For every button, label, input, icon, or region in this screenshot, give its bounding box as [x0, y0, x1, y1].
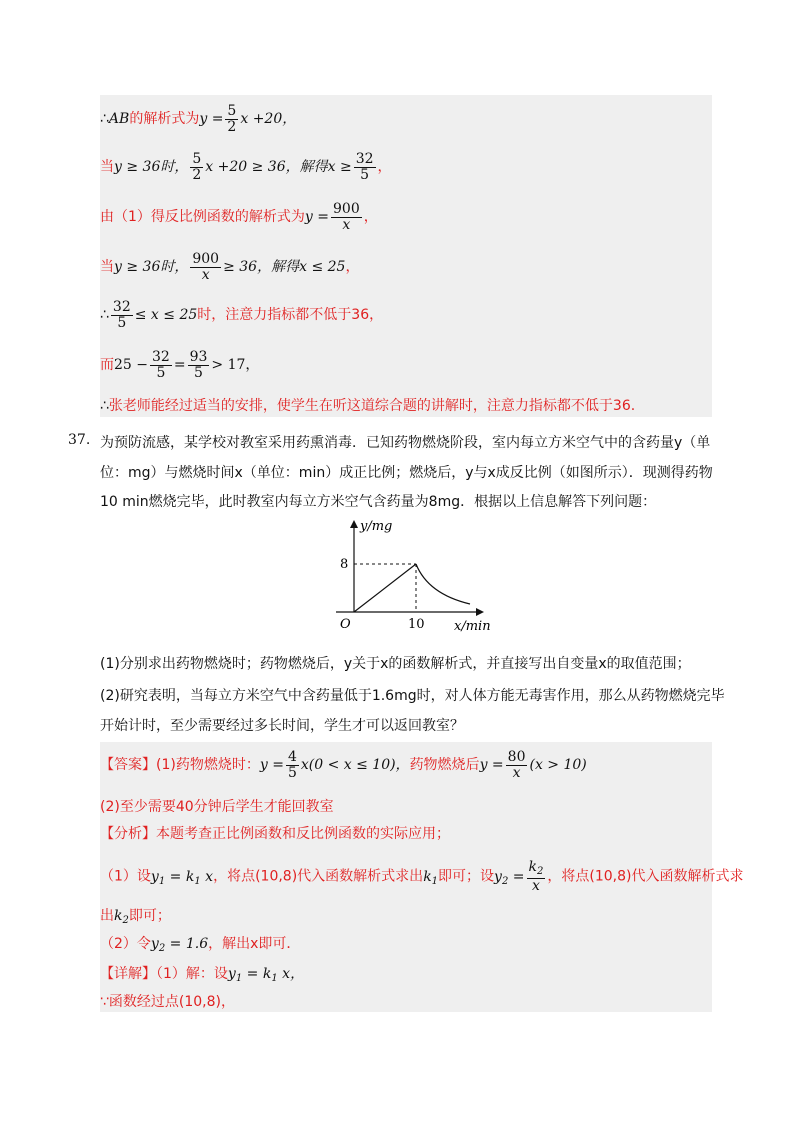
decay-curve	[416, 564, 470, 604]
condition-line-2: 当y ≥ 36时， $\frac{900}{x}$ ≥ 36，解得x ≤ 25，	[100, 251, 360, 283]
analysis-line: 【分析】本题考查正比例函数和反比例函数的实际应用；	[100, 826, 450, 842]
y-axis-arrow	[350, 520, 358, 528]
sub-question-2-line-2: 开始计时，至少需要经过多长时间，学生才可以返回教室？	[100, 718, 464, 734]
ab-expression-line: ∴AB的解析式为y = $\frac{5}{2}$ x +20，	[100, 103, 297, 135]
detail-line: 【详解】（1）解：设$y_1 = k_1$ x，	[100, 966, 305, 984]
burning-line	[354, 564, 416, 612]
x-axis-arrow	[476, 608, 484, 616]
sub-question-1: (1)分别求出药物燃烧时；药物燃烧后，y关于x的函数解析式，并直接写出自变量x的取值范围；	[100, 656, 691, 672]
conclusion-line: ∴张老师能经过适当的安排，使学生在听这道综合题的讲解时，注意力指标都不低于36.	[100, 398, 636, 414]
question-line-1: 为预防流感，某学校对教室采用药熏消毒．已知药物燃烧阶段，室内每立方米空气中的含药量y（单	[100, 435, 711, 451]
answer-line-1: 【答案】(1)药物燃烧时：y = $\frac{4}{5}$ x(0 < x ≤ 10)，药物燃烧后y = $\frac{80}{x}$ (x > 10)	[100, 749, 587, 781]
x-axis-label: x/min	[454, 619, 491, 634]
question-number: 37.	[68, 432, 91, 448]
y-axis-label: y/mg	[360, 519, 393, 534]
answer-line-2: (2)至少需要40分钟后学生才能回教室	[100, 799, 334, 815]
x-tick-label: 10	[408, 617, 425, 632]
dose-time-graph	[328, 518, 508, 636]
analysis-step-2: （2）令$y_2 = 1.6$，解出x即可．	[100, 936, 301, 954]
question-line-3: 10 min燃烧完毕，此时教室内每立方米空气含药量为8mg．根据以上信息解答下列问题：	[100, 494, 657, 510]
inverse-function-line: 由（1）得反比例函数的解析式为y = $\frac{900}{x}$ ，	[100, 201, 378, 233]
condition-line-1: 当y ≥ 36时， $\frac{5}{2}$ x +20 ≥ 36，解得x ≥ $\frac{32}{5}$ ，	[100, 151, 392, 183]
range-line: ∴ $\frac{32}{5}$ ≤ x ≤ 25时，注意力指标都不低于36，	[100, 299, 384, 331]
origin-label: O	[340, 617, 351, 632]
passes-point-line: ∵函数经过点(10,8)，	[100, 994, 236, 1010]
analysis-step-1-cont: 出$k_2$即可；	[100, 908, 171, 926]
question-line-2: 位：mg）与燃烧时间x（单位：min）成正比例；燃烧后，y与x成反比例（如图所示）．现测得药物	[100, 465, 713, 481]
y-tick-label: 8	[340, 557, 349, 572]
analysis-step-1: （1）设$y_1 = k_1$ x，将点(10,8)代入函数解析式求出$k_1$即可；设$y_2$ = $\frac{k_2}{x}$ ，将点(10,8)代入函数解析式求	[100, 859, 744, 894]
sub-question-2-line-1: (2)研究表明，当每立方米空气中含药量低于1.6mg时，对人体方能无毒害作用，那么从药物燃烧完毕	[100, 688, 725, 704]
difference-line: 而25 − $\frac{32}{5}$ = $\frac{93}{5}$ > 17，	[100, 349, 260, 381]
